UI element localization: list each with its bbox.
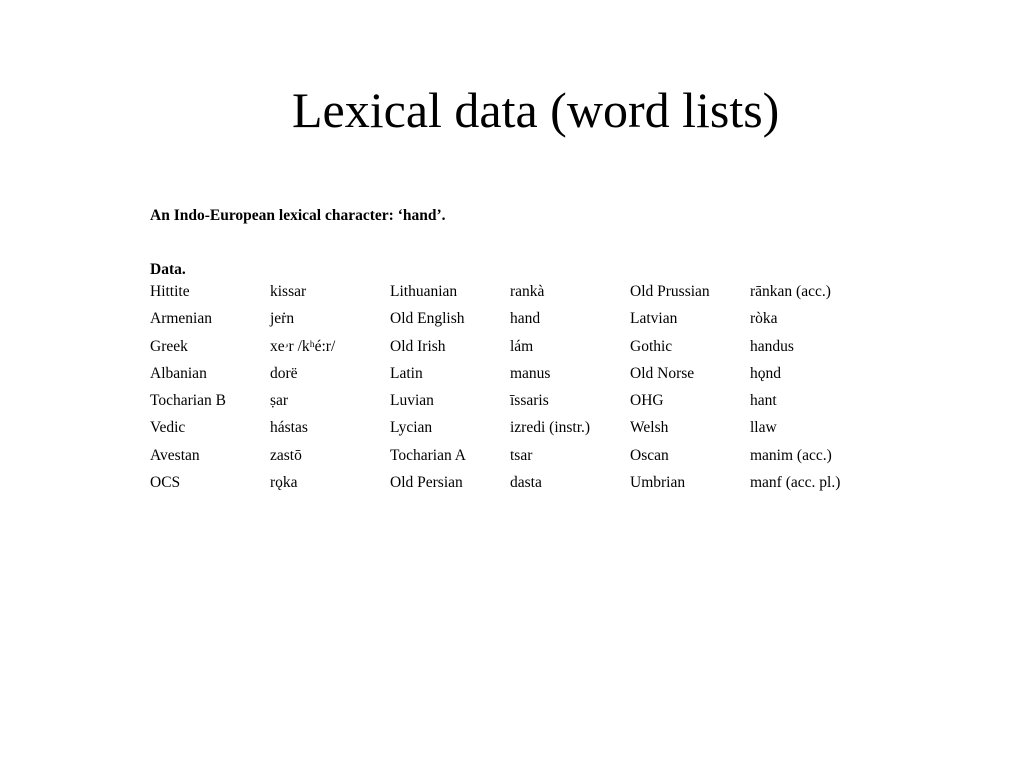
- cell-word-2: īssaris: [510, 392, 549, 410]
- cell-word-3: hǫnd: [750, 364, 781, 382]
- cell-language-3: Umbrian: [630, 474, 686, 492]
- cell-language-2: Lithuanian: [390, 283, 458, 300]
- cell-word-2: manus: [510, 364, 551, 382]
- cell-language-2: Tocharian A: [390, 446, 466, 464]
- slide-title: Lexical data (word lists): [292, 82, 780, 138]
- cell-language-1: Albanian: [150, 364, 207, 382]
- cell-word-1: xeۥr /kʰé:r/: [270, 337, 336, 355]
- cell-language-2: Latin: [390, 364, 423, 382]
- cell-word-2: rankà: [510, 283, 545, 300]
- table-row: [150, 417, 890, 444]
- cell-word-2: hand: [510, 310, 541, 328]
- cell-language-3: OHG: [630, 392, 664, 410]
- word-list-figure: [150, 205, 890, 499]
- cell-word-3: rānkan (acc.): [750, 283, 831, 300]
- cell-word-2: izredi (instr.): [510, 419, 591, 437]
- cell-language-2: Luvian: [390, 392, 434, 410]
- table-row: [150, 281, 890, 308]
- cell-language-1: Armenian: [150, 310, 212, 328]
- cell-word-1: kissar: [270, 283, 307, 300]
- cell-language-1: Greek: [150, 337, 188, 355]
- word-table: [150, 281, 890, 499]
- cell-word-1: dorë: [270, 364, 298, 382]
- cell-word-3: llaw: [750, 419, 777, 437]
- cell-language-3: Gothic: [630, 337, 673, 355]
- cell-language-1: OCS: [150, 474, 181, 492]
- cell-language-3: Old Prussian: [630, 283, 710, 300]
- cell-word-3: handus: [750, 337, 794, 355]
- cell-word-2: lám: [510, 337, 534, 355]
- cell-language-2: Old Persian: [390, 474, 463, 492]
- table-row: [150, 390, 890, 417]
- cell-word-1: jeṙn: [270, 310, 295, 328]
- cell-word-2: dasta: [510, 474, 542, 492]
- cell-word-3: hant: [750, 392, 777, 410]
- cell-language-1: Hittite: [150, 283, 190, 300]
- cell-word-3: ròka: [750, 310, 778, 328]
- cell-language-1: Vedic: [150, 419, 186, 437]
- table-row: [150, 336, 890, 363]
- cell-language-1: Tocharian B: [150, 392, 226, 410]
- cell-language-2: Lycian: [390, 419, 433, 437]
- cell-language-2: Old English: [390, 310, 465, 328]
- table-row: [150, 445, 890, 472]
- cell-language-3: Old Norse: [630, 364, 695, 382]
- cell-word-2: tsar: [510, 446, 533, 464]
- cell-word-1: zastō: [270, 446, 302, 464]
- cell-word-1: hástas: [270, 419, 308, 437]
- cell-language-2: Old Irish: [390, 337, 446, 355]
- cell-language-3: Oscan: [630, 446, 669, 464]
- cell-word-1: ṣar: [270, 392, 289, 410]
- cell-language-3: Welsh: [630, 419, 669, 437]
- data-heading: Data.: [150, 261, 186, 278]
- cell-language-1: Avestan: [150, 446, 200, 464]
- cell-language-3: Latvian: [630, 310, 678, 328]
- table-row: [150, 308, 890, 335]
- table-row: [150, 363, 890, 390]
- cell-word-3: manim (acc.): [750, 446, 832, 464]
- table-row: [150, 472, 890, 499]
- cell-word-3: manf (acc. pl.): [750, 474, 841, 492]
- cell-word-1: rǫka: [270, 474, 298, 492]
- figure-caption: An Indo-European lexical character: ‘hand’.: [150, 207, 446, 224]
